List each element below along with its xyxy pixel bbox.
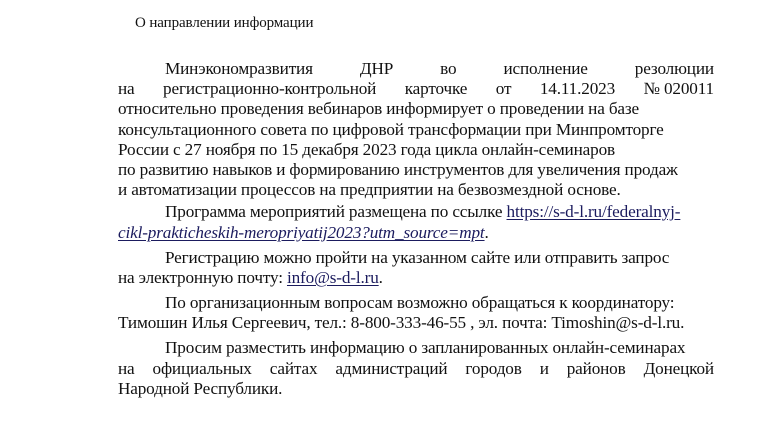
- word: городов: [465, 358, 522, 378]
- text-line: Народной Республики.: [118, 378, 283, 398]
- letter-body: [118, 59, 714, 399]
- period: .: [378, 267, 383, 287]
- word: резолюции: [634, 59, 714, 78]
- word: сайтах: [269, 358, 318, 378]
- registration-email-link[interactable]: info@s-d-l.ru: [286, 267, 379, 287]
- program-link-part1[interactable]: https://s-d-l.ru/federalnyj-: [506, 202, 681, 222]
- text-line: [118, 59, 714, 79]
- text-line: консультационного совета по цифровой трансформации при Минпромторге: [118, 119, 664, 139]
- text-line: по развитию навыков и формированию инструментов для увеличения продаж: [118, 159, 678, 179]
- coordinator-contact: Тимошин Илья Сергеевич, тел.: 8-800-333-46-55 , эл. почта: Timoshin@s-d-l.ru.: [118, 313, 685, 333]
- word: районов: [566, 358, 626, 378]
- paragraph-request: [118, 338, 714, 399]
- word: № 020011: [643, 79, 714, 99]
- paragraph-coordinator: [118, 293, 714, 333]
- word: на: [118, 79, 135, 99]
- text-line: России с 27 ноября по 15 декабря 2023 года цикла онлайн-семинаров: [118, 139, 615, 159]
- link-intro-text: Программа мероприятий размещена по ссылке: [165, 202, 503, 222]
- text-line: [118, 202, 714, 222]
- word: Минэкономразвития: [165, 59, 313, 78]
- letter-subject: О направлении информации: [135, 15, 314, 31]
- word: на: [118, 358, 135, 378]
- word: ДНР: [359, 59, 394, 78]
- text-line: и автоматизации процессов на предприятии на безвозмездной основе.: [118, 180, 621, 200]
- word: во: [440, 59, 457, 78]
- email-intro-text: на электронную почту:: [118, 267, 283, 287]
- text-line: [118, 268, 714, 288]
- word: карточке: [404, 79, 468, 99]
- word: от: [495, 79, 512, 99]
- word: 14.11.2023: [539, 79, 616, 99]
- program-link-part2[interactable]: cikl-prakticheskih-meropriyatij2023?utm_source=mpt: [118, 222, 485, 242]
- paragraph-registration: [118, 248, 714, 288]
- text-line: Регистрацию можно пройти на указанном сайте или отправить запрос: [165, 247, 670, 267]
- text-line: относительно проведения вебинаров информирует о проведении на базе: [118, 99, 640, 119]
- text-line: Просим разместить информацию о запланированных онлайн-семинарах: [165, 338, 686, 358]
- paragraph-announcement: [118, 59, 714, 200]
- word: исполнение: [503, 59, 588, 78]
- word: Донецкой: [643, 358, 714, 378]
- text-line: [118, 79, 714, 99]
- text-line: По организационным вопросам возможно обращаться к координатору:: [165, 293, 675, 313]
- word: и: [539, 358, 549, 378]
- text-line: [118, 359, 714, 379]
- period: .: [484, 222, 489, 242]
- paragraph-program-link: [118, 202, 714, 242]
- word: официальных: [152, 358, 252, 378]
- word: администраций: [335, 358, 448, 378]
- text-line: [118, 223, 714, 243]
- word: регистрационно-контрольной: [163, 79, 377, 99]
